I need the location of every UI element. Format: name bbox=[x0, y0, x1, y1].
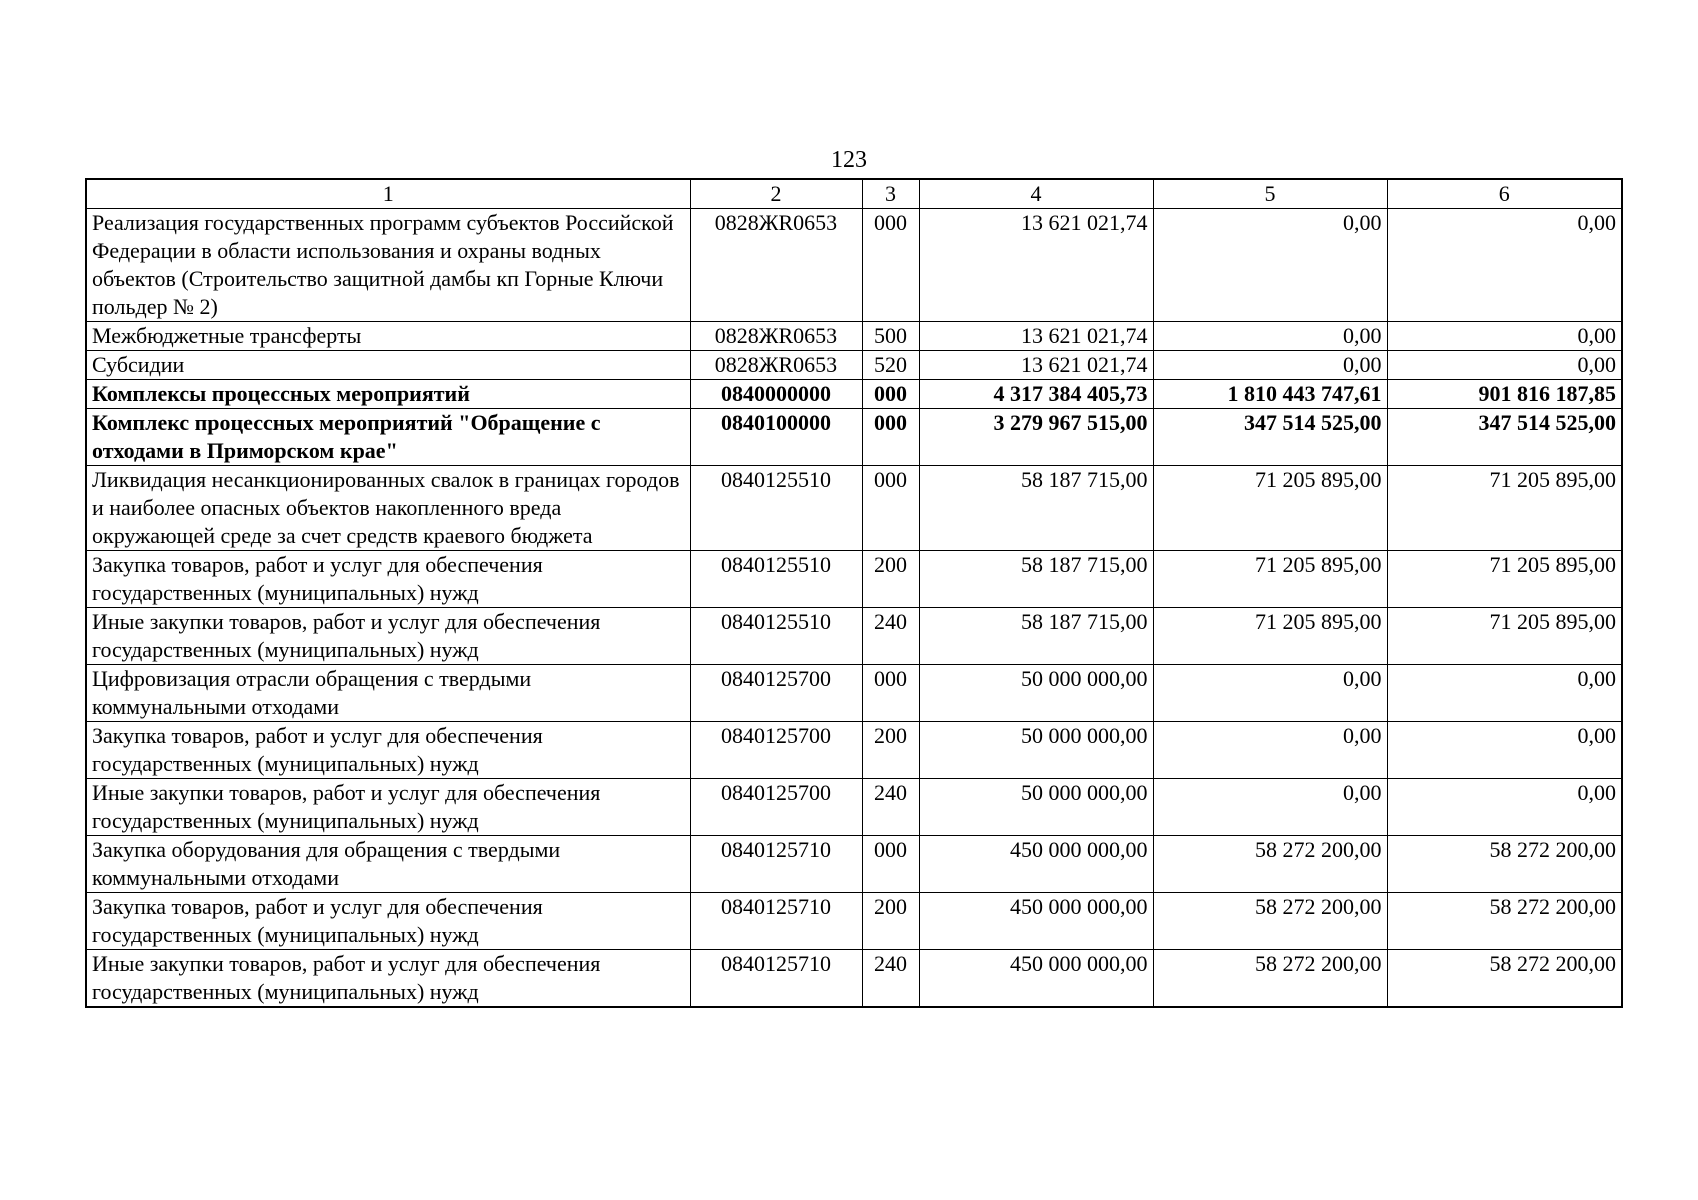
amount-cell: 347 514 525,00 bbox=[1153, 409, 1387, 466]
amount-cell: 0,00 bbox=[1387, 779, 1622, 836]
column-header: 3 bbox=[862, 179, 919, 209]
amount-cell: 0,00 bbox=[1153, 722, 1387, 779]
amount-cell: 450 000 000,00 bbox=[919, 893, 1153, 950]
expense-type-cell: 520 bbox=[862, 351, 919, 380]
table-row bbox=[86, 722, 1622, 779]
expense-type-cell: 240 bbox=[862, 779, 919, 836]
table-row bbox=[86, 322, 1622, 351]
amount-cell: 71 205 895,00 bbox=[1153, 551, 1387, 608]
item-name-cell: Закупка товаров, работ и услуг для обеспечения государственных (муниципальных) нужд bbox=[86, 551, 690, 608]
column-number-row bbox=[86, 179, 1622, 209]
column-header: 1 bbox=[86, 179, 690, 209]
column-header: 6 bbox=[1387, 179, 1622, 209]
amount-cell: 0,00 bbox=[1387, 722, 1622, 779]
target-code-cell: 0840125700 bbox=[690, 779, 862, 836]
expense-type-cell: 000 bbox=[862, 380, 919, 409]
amount-cell: 58 272 200,00 bbox=[1153, 893, 1387, 950]
target-code-cell: 0840125700 bbox=[690, 722, 862, 779]
amount-cell: 50 000 000,00 bbox=[919, 779, 1153, 836]
amount-cell: 58 187 715,00 bbox=[919, 551, 1153, 608]
amount-cell: 71 205 895,00 bbox=[1387, 608, 1622, 665]
target-code-cell: 0840125510 bbox=[690, 551, 862, 608]
amount-cell: 0,00 bbox=[1387, 665, 1622, 722]
amount-cell: 71 205 895,00 bbox=[1153, 608, 1387, 665]
expense-type-cell: 000 bbox=[862, 209, 919, 322]
amount-cell: 50 000 000,00 bbox=[919, 722, 1153, 779]
expense-type-cell: 200 bbox=[862, 551, 919, 608]
amount-cell: 58 272 200,00 bbox=[1387, 836, 1622, 893]
amount-cell: 13 621 021,74 bbox=[919, 322, 1153, 351]
item-name-cell: Цифровизация отрасли обращения с твердыми коммунальными отходами bbox=[86, 665, 690, 722]
item-name-cell: Закупка товаров, работ и услуг для обеспечения государственных (муниципальных) нужд bbox=[86, 893, 690, 950]
item-name-cell: Иные закупки товаров, работ и услуг для обеспечения государственных (муниципальных) нужд bbox=[86, 779, 690, 836]
amount-cell: 0,00 bbox=[1153, 322, 1387, 351]
item-name-cell: Закупка оборудования для обращения с твердыми коммунальными отходами bbox=[86, 836, 690, 893]
table-body bbox=[86, 209, 1622, 1008]
item-name-cell: Реализация государственных программ субъектов Российской Федерации в области использования и охраны водных объектов (Строительство защитной дамбы кп Горные Ключи польдер № 2) bbox=[86, 209, 690, 322]
amount-cell: 58 187 715,00 bbox=[919, 466, 1153, 551]
amount-cell: 58 272 200,00 bbox=[1387, 950, 1622, 1008]
amount-cell: 0,00 bbox=[1153, 665, 1387, 722]
table-row bbox=[86, 466, 1622, 551]
amount-cell: 4 317 384 405,73 bbox=[919, 380, 1153, 409]
amount-cell: 58 272 200,00 bbox=[1387, 893, 1622, 950]
target-code-cell: 0840125700 bbox=[690, 665, 862, 722]
expense-type-cell: 000 bbox=[862, 665, 919, 722]
table-row bbox=[86, 779, 1622, 836]
target-code-cell: 0840125710 bbox=[690, 893, 862, 950]
item-name-cell: Субсидии bbox=[86, 351, 690, 380]
page-number: 123 bbox=[831, 147, 867, 173]
target-code-cell: 0828ЖR0653 bbox=[690, 322, 862, 351]
amount-cell: 0,00 bbox=[1387, 322, 1622, 351]
amount-cell: 450 000 000,00 bbox=[919, 950, 1153, 1008]
table-row bbox=[86, 380, 1622, 409]
item-name-cell: Ликвидация несанкционированных свалок в границах городов и наиболее опасных объектов накопленного вреда окружающей среде за счет средств краевого бюджета bbox=[86, 466, 690, 551]
amount-cell: 13 621 021,74 bbox=[919, 351, 1153, 380]
expense-type-cell: 240 bbox=[862, 608, 919, 665]
amount-cell: 58 272 200,00 bbox=[1153, 836, 1387, 893]
expense-type-cell: 200 bbox=[862, 722, 919, 779]
amount-cell: 347 514 525,00 bbox=[1387, 409, 1622, 466]
expense-type-cell: 500 bbox=[862, 322, 919, 351]
amount-cell: 0,00 bbox=[1153, 209, 1387, 322]
column-header: 2 bbox=[690, 179, 862, 209]
expense-type-cell: 000 bbox=[862, 836, 919, 893]
budget-table bbox=[85, 178, 1623, 1008]
target-code-cell: 0828ЖR0653 bbox=[690, 209, 862, 322]
item-name-cell: Закупка товаров, работ и услуг для обеспечения государственных (муниципальных) нужд bbox=[86, 722, 690, 779]
expense-type-cell: 200 bbox=[862, 893, 919, 950]
table-row bbox=[86, 209, 1622, 322]
amount-cell: 0,00 bbox=[1153, 779, 1387, 836]
item-name-cell: Иные закупки товаров, работ и услуг для обеспечения государственных (муниципальных) нужд bbox=[86, 608, 690, 665]
amount-cell: 50 000 000,00 bbox=[919, 665, 1153, 722]
expense-type-cell: 000 bbox=[862, 409, 919, 466]
target-code-cell: 0840125710 bbox=[690, 950, 862, 1008]
amount-cell: 58 272 200,00 bbox=[1153, 950, 1387, 1008]
item-name-cell: Иные закупки товаров, работ и услуг для обеспечения государственных (муниципальных) нужд bbox=[86, 950, 690, 1008]
item-name-cell: Межбюджетные трансферты bbox=[86, 322, 690, 351]
amount-cell: 0,00 bbox=[1153, 351, 1387, 380]
target-code-cell: 0840125510 bbox=[690, 608, 862, 665]
target-code-cell: 0840100000 bbox=[690, 409, 862, 466]
expense-type-cell: 240 bbox=[862, 950, 919, 1008]
target-code-cell: 0828ЖR0653 bbox=[690, 351, 862, 380]
amount-cell: 13 621 021,74 bbox=[919, 209, 1153, 322]
table-row bbox=[86, 836, 1622, 893]
column-header: 5 bbox=[1153, 179, 1387, 209]
amount-cell: 71 205 895,00 bbox=[1387, 551, 1622, 608]
amount-cell: 71 205 895,00 bbox=[1387, 466, 1622, 551]
amount-cell: 901 816 187,85 bbox=[1387, 380, 1622, 409]
amount-cell: 3 279 967 515,00 bbox=[919, 409, 1153, 466]
amount-cell: 71 205 895,00 bbox=[1153, 466, 1387, 551]
amount-cell: 0,00 bbox=[1387, 209, 1622, 322]
table-row bbox=[86, 608, 1622, 665]
table-row bbox=[86, 409, 1622, 466]
amount-cell: 450 000 000,00 bbox=[919, 836, 1153, 893]
item-name-cell: Комплексы процессных мероприятий bbox=[86, 380, 690, 409]
table-row bbox=[86, 950, 1622, 1008]
table-header bbox=[86, 179, 1622, 209]
expense-type-cell: 000 bbox=[862, 466, 919, 551]
table-row bbox=[86, 665, 1622, 722]
table-row bbox=[86, 351, 1622, 380]
target-code-cell: 0840125710 bbox=[690, 836, 862, 893]
table-row bbox=[86, 551, 1622, 608]
amount-cell: 58 187 715,00 bbox=[919, 608, 1153, 665]
column-header: 4 bbox=[919, 179, 1153, 209]
target-code-cell: 0840125510 bbox=[690, 466, 862, 551]
amount-cell: 1 810 443 747,61 bbox=[1153, 380, 1387, 409]
item-name-cell: Комплекс процессных мероприятий "Обращение с отходами в Приморском крае" bbox=[86, 409, 690, 466]
amount-cell: 0,00 bbox=[1387, 351, 1622, 380]
table-row bbox=[86, 893, 1622, 950]
target-code-cell: 0840000000 bbox=[690, 380, 862, 409]
